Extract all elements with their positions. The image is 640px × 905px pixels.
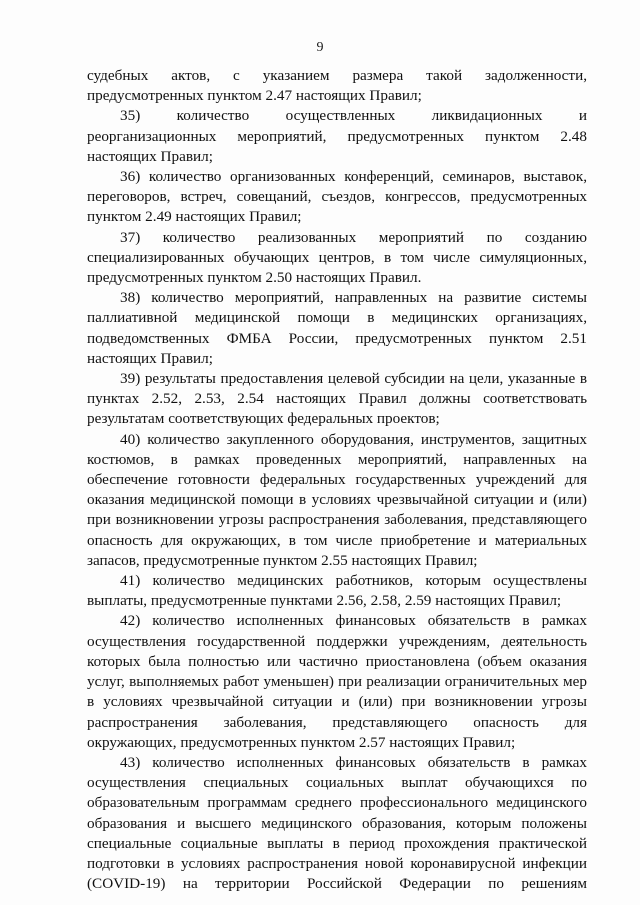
document-body [87, 66, 587, 894]
paragraph-item-43: 43) количество исполненных финансовых обязательств в рамках осуществления специальных социальных выплат обучающихся по образовательным программам среднего профессионального медицинского образования и высшего медицинского образования, которым положены специальные социальные выплаты в период прохождения практической подготовки в условиях распространения новой коронавирусной инфекции (COVID-19) на территории Российской Федерации по решениям [87, 753, 587, 893]
paragraph-item-41: 41) количество медицинских работников, которым осуществлены выплаты, предусмотренные пунктами 2.56, 2.58, 2.59 настоящих Правил; [87, 572, 587, 610]
paragraph-item-39: 39) результаты предоставления целевой субсидии на цели, указанные в пунктах 2.52, 2.53, 2.54 настоящих Правил должны соответствовать результатам соответствующих федеральных проектов; [87, 370, 587, 428]
paragraph-continuation: судебных актов, с указанием размера такой задолженности, предусмотренных пунктом 2.47 настоящих Правил; [87, 67, 587, 105]
paragraph-item-36: 36) количество организованных конференций, семинаров, выставок, переговоров, встреч, совещаний, съездов, конгрессов, предусмотренных пунктом 2.49 настоящих Правил; [87, 168, 587, 226]
paragraph-item-35: 35) количество осуществленных ликвидационных и реорганизационных мероприятий, предусмотренных пунктом 2.48 настоящих Правил; [87, 107, 587, 165]
paragraph-item-42: 42) количество исполненных финансовых обязательств в рамках осуществления государственной поддержки учреждениям, деятельность которых была полностью или частично приостановлена (объем оказания услуг, выполняемых работ уменьшен) при реализации ограничительных мер в условиях чрезвычайной ситуации и (или) при возникновении угрозы распространения заболевания, представляющего опасность для окружающих, предусмотренных пунктом 2.57 настоящих Правил; [87, 612, 587, 751]
paragraph-item-40: 40) количество закупленного оборудования, инструментов, защитных костюмов, в рамках проведенных мероприятий, направленных на обеспечение готовности федеральных государственных учреждений для оказания медицинской помощи в условиях чрезвычайной ситуации и (или) при возникновении угрозы распространения заболевания, представляющего опасность для окружающих, в том числе приобретение и материальных запасов, предусмотренные пунктом 2.55 настоящих Правил; [87, 430, 587, 569]
paragraph-item-37: 37) количество реализованных мероприятий по созданию специализированных обучающих центров, в том числе симуляционных, предусмотренных пунктом 2.50 настоящих Правил. [87, 228, 587, 287]
page-number: 9 [316, 40, 324, 55]
paragraph-item-38: 38) количество мероприятий, направленных на развитие системы паллиативной медицинской помощи в медицинских организациях, подведомственных ФМБА России, предусмотренных пунктом 2.51 настоящих Правил; [87, 289, 587, 367]
